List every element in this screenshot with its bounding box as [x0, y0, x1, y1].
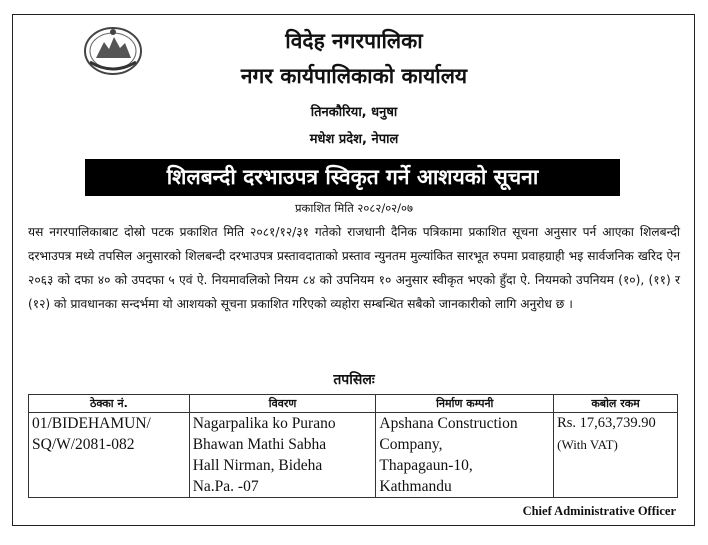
column-header: विवरण [189, 395, 376, 413]
office-name: नगर कार्यपालिकाको कार्यालय [240, 64, 468, 88]
bid-amount: Rs. 17,63,739.90 [557, 415, 656, 431]
company-line: Apshana Construction [379, 415, 518, 432]
description-line: Nagarpalika ko Purano [192, 415, 336, 432]
description-cell [189, 413, 376, 498]
signatory-title: Chief Administrative Officer [522, 504, 676, 518]
details-heading: तपसिलः [333, 372, 375, 388]
table-row [29, 413, 678, 498]
description-line: Bhawan Mathi Sabha [192, 436, 327, 453]
table-header-row [29, 395, 678, 413]
column-header: निर्माण कम्पनी [376, 395, 554, 413]
municipality-name: विदेह नगरपालिका [285, 29, 423, 53]
column-header: ठेक्का नं. [29, 395, 190, 413]
contract-number-line: 01/BIDEHAMUN/ [32, 415, 151, 432]
company-cell [376, 413, 554, 498]
bid-amount-cell [554, 413, 678, 498]
company-line: Company, [379, 436, 443, 453]
notice-title: शिलबन्दी दरभाउपत्र स्विकृत गर्ने आशयको सूचना [85, 159, 620, 196]
contract-number-line: SQ/W/2081-082 [32, 436, 135, 453]
company-line: Kathmandu [379, 478, 452, 495]
bid-amount-vat-note: (With VAT) [557, 437, 618, 452]
publication-date: प्रकाशित मिति २०८२/०२/०७ [295, 201, 413, 215]
description-line: Na.Pa. -07 [192, 478, 259, 495]
column-header: कबोल रकम [554, 395, 678, 413]
company-line: Thapagaun-10, [379, 457, 473, 474]
office-province: मधेश प्रदेश, नेपाल [309, 132, 399, 147]
description-line: Hall Nirman, Bideha [192, 457, 323, 474]
office-location: तिनकौरिया, धनुषा [310, 105, 398, 120]
notice-body: यस नगरपालिकाबाट दोस्रो पटक प्रकाशित मिति २०८१/१२/३१ गतेको राजधानी दैनिक पत्रिकामा प्रकाशित सूचना अनुसार पर्न आएका शिलबन्दी दरभाउपत्र मध्ये तपसिल अनुसारको शिलबन्दी दरभाउपत्र प्रस्तावदाताको प्रस्ताव न्युनतम मुल्यांकित सारभूत रुपमा प्रवाहग्राही भइ सार्वजनिक खरिद ऐन २०६३ को दफा ४० को उपदफा ५ एवं ऐ. नियमावलिको नियम ८४ को उपनियम १० अनुसार स्वीकृत भएको हुँदा ऐ. नियमको उपनियम (१०), (११) र (१२) को प्रावधानका सन्दर्भमा यो आशयको सूचना प्रकाशित गरिएको व्यहोरा सम्बन्धित सबैको जानकारीको लागि अनुरोध छ । [28, 225, 680, 311]
contract-number-cell [29, 413, 190, 498]
contract-details-table [28, 394, 678, 498]
